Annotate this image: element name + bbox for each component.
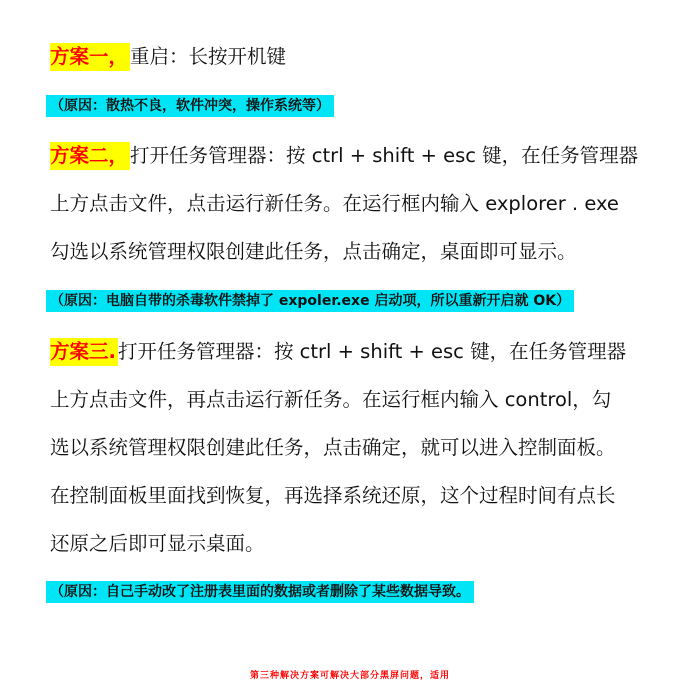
plan2-label-text: 方案二 bbox=[50, 144, 109, 167]
plan2-reason: （原因：电脑自带的杀毒软件禁掉了 expoler.exe 启动项，所以重新开启就 OK） bbox=[46, 290, 574, 312]
plan2-line-2: 上方点击文件，点击运行新任务。在运行框内输入 explorer . exe bbox=[50, 192, 619, 215]
plan2-label bbox=[50, 142, 130, 170]
plan3-text-1: 打开任务管理器：按 ctrl + shift + esc 键，在任务管理器 bbox=[117, 340, 627, 363]
plan1-reason: （原因：散热不良，软件冲突，操作系统等） bbox=[46, 95, 334, 117]
plan2-text-1: 打开任务管理器：按 ctrl + shift + esc 键，在任务管理器 bbox=[130, 144, 639, 167]
footer-note: 第三种解决方案可解决大部分黑屏问题，适用 bbox=[249, 671, 450, 681]
plan1-line bbox=[50, 42, 286, 72]
plan3-line-3: 选以系统管理权限创建此任务，点击确定，就可以进入控制面板。 bbox=[50, 436, 616, 459]
plan2-label-separator: ， bbox=[108, 144, 129, 167]
plan3-line-5: 还原之后即可显示桌面。 bbox=[50, 532, 265, 555]
plan3-label-separator: . bbox=[108, 340, 116, 363]
plan1-label bbox=[50, 43, 130, 71]
plan3-line-2: 上方点击文件，再点击运行新任务。在运行框内输入 control，勾 bbox=[50, 388, 612, 411]
plan3-label bbox=[50, 338, 118, 366]
plan3-reason: （原因：自己手动改了注册表里面的数据或者删除了某些数据导致。 bbox=[46, 581, 474, 603]
plan1-text: 重启：长按开机键 bbox=[130, 45, 287, 68]
plan3-line-1 bbox=[50, 337, 626, 367]
plan1-label-text: 方案一 bbox=[50, 45, 109, 68]
plan1-label-separator: ， bbox=[108, 45, 129, 68]
plan3-line-4: 在控制面板里面找到恢复，再选择系统还原，这个过程时间有点长 bbox=[50, 484, 616, 507]
plan3-label-text: 方案三 bbox=[50, 340, 109, 363]
plan2-line-3: 勾选以系统管理权限创建此任务，点击确定，桌面即可显示。 bbox=[50, 240, 577, 263]
plan2-line-1 bbox=[50, 141, 638, 171]
